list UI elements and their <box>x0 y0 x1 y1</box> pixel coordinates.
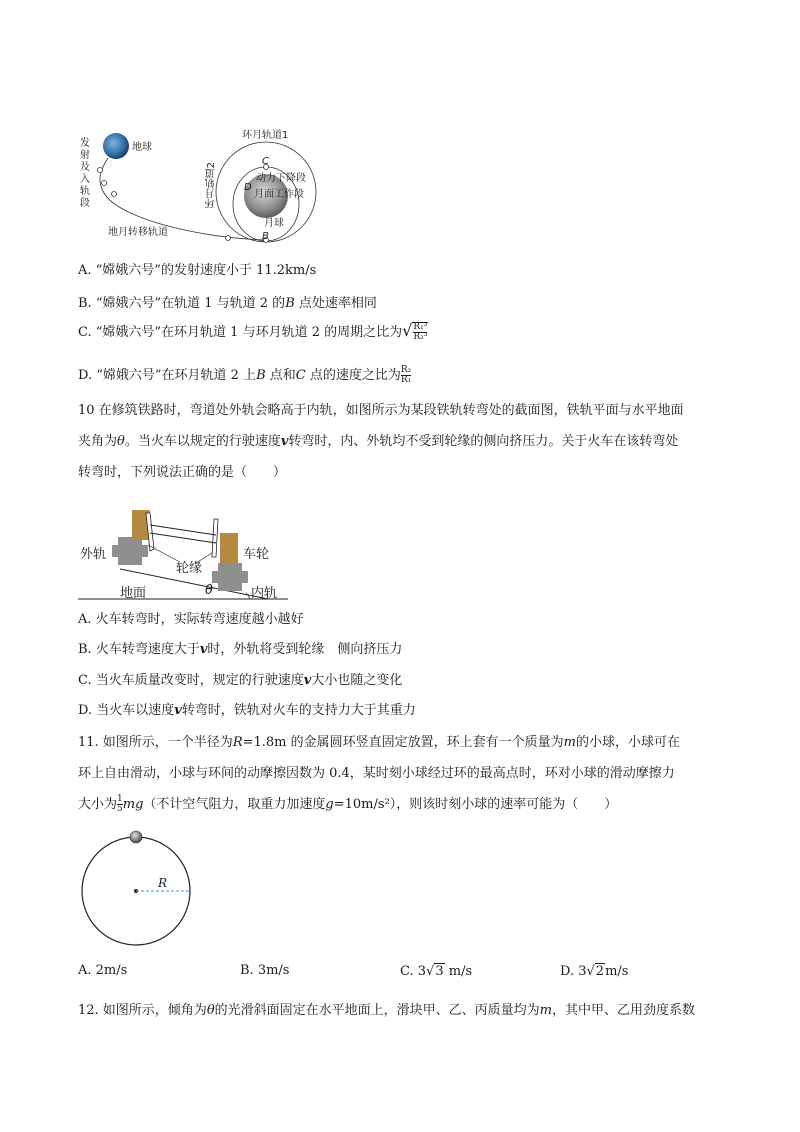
q11-stem: 11. 如图所示，一个半径为R=1.8m 的金属圆环竖直固定放置，环上套有一个质量为m的小球，小球可在 环上自由滑动，小球与环间的动摩擦因数为 0.4，某时刻小球经过环的最高点时，环对小球的滑动摩擦力 大小为 $\frac{1}{5}$ mg（不计空气阻力，取重力加速度g=10m/s²），则该时刻小球的速率可能为（ ） <box>78 735 680 814</box>
q11-option-c: C. 3√3 m/s <box>400 964 473 979</box>
q11-option-d: D. 3√2m/s <box>560 964 629 979</box>
c-point-label: C <box>262 156 269 167</box>
q9-option-a: A. “嫦娥六号”的发射速度小于 11.2km/s <box>78 263 317 278</box>
earth-label: 地球 <box>132 142 152 153</box>
d-point-label: D <box>244 182 252 193</box>
launch-trajectory <box>100 158 108 193</box>
q12-stem: 12. 如图所示，倾角为θ的光滑斜面固定在水平地面上，滑块甲、乙、丙质量均为m，其中甲、乙用劲度系数 <box>78 1003 695 1018</box>
wheel-label: 车轮 <box>243 547 270 562</box>
inner-rail-label: 内轨 <box>251 586 278 601</box>
flange-label: 轮缘 <box>176 561 203 576</box>
earth-icon <box>103 133 129 159</box>
outer-rail-label: 外轨 <box>80 547 107 562</box>
orbit1-label: 环月轨道1 <box>242 130 289 141</box>
q10-option-c: C. 当火车质量改变时，规定的行驶速度v大小也随之变化 <box>78 673 403 688</box>
theta-label: θ <box>205 583 213 598</box>
q11-option-a: A. 2m/s <box>78 963 128 978</box>
q10-option-d: D. 当火车以速度v转弯时，铁轨对火车的支持力大于其重力 <box>78 703 416 718</box>
surface-label: 月面工作段 <box>254 189 304 200</box>
q11-option-b: B. 3m/s <box>240 963 290 978</box>
q10-option-a: A. 火车转弯时，实际转弯速度越小越好 <box>78 612 304 627</box>
ground-label: 地面 <box>120 586 147 601</box>
orbit2-label: 环月轨道2 <box>206 162 217 209</box>
descent-label: 动力下降段 <box>256 173 306 184</box>
q9-option-b: B. “嫦娥六号”在轨道 1 与轨道 2 的B 点处速率相同 <box>78 296 377 311</box>
b-point-label: B <box>262 231 269 242</box>
transfer-label: 地月转移轨道 <box>108 227 168 238</box>
q10-stem: 10 在修筑铁路时，弯道处外轨会略高于内轨，如图所示为某段铁轨转弯处的截面图，铁轨平面与水平地面 夹角为θ。当火车以规定的行驶速度v转弯时，内、外轨均不受到轮缘的侧向挤压力。关于火车在该转弯处 转弯时，下列说法正确的是（ ） <box>78 403 684 480</box>
q9-option-d: D. “嫦娥六号”在环月轨道 2 上B 点和C 点的速度之比为 $\frac{\text{R₂}}{\text{R₁}}$ <box>78 365 412 385</box>
moon-label: 月球 <box>264 218 284 229</box>
q9-option-c: C. “嫦娥六号”在环月轨道 1 与环月轨道 2 的周期之比为√ $\frac{\text{R₁³}}{\text{R₂³}}$ <box>78 321 428 342</box>
launch-label: 发 射 及 入 轨 段 <box>80 138 90 209</box>
ball-icon <box>130 831 142 843</box>
radius-label: R <box>158 876 168 890</box>
q10-option-b: B. 火车转弯速度大于v时，外轨将受到轮缘 侧向挤压力 <box>78 642 403 657</box>
ring-figure <box>78 828 198 950</box>
